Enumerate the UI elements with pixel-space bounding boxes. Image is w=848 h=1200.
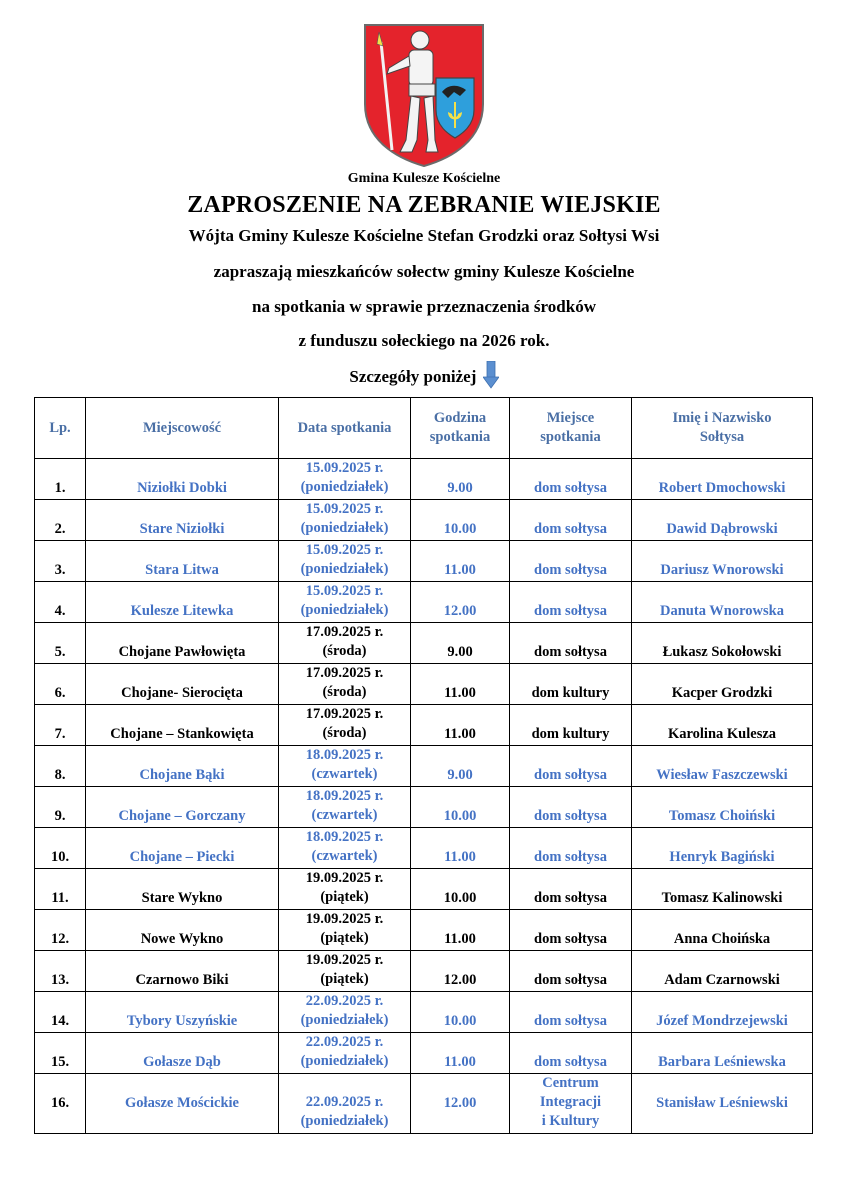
table-row [35,787,813,828]
row-place: Tybory Uszyńskie [86,992,279,1033]
row-lp: 6. [35,664,86,705]
row-time: 10.00 [411,992,510,1033]
row-lp: 9. [35,787,86,828]
row-place: Chojane- Sierocięta [86,664,279,705]
row-name: Henryk Bagiński [632,828,813,869]
row-name: Stanisław Leśniewski [632,1074,813,1134]
row-name: Adam Czarnowski [632,951,813,992]
row-lp: 3. [35,541,86,582]
row-lp: 12. [35,910,86,951]
row-time: 10.00 [411,787,510,828]
row-venue: dom sołtysa [510,910,632,951]
row-date: 22.09.2025 r. (poniedziałek) [279,1033,411,1074]
row-date: 17.09.2025 r. (środa) [279,664,411,705]
intro-line-4: z funduszu sołeckiego na 2026 rok. [298,331,550,350]
table-row [35,459,813,500]
row-time: 11.00 [411,664,510,705]
row-time: 9.00 [411,623,510,664]
table-row [35,992,813,1033]
municipality-name: Gmina Kulesze Kościelne [347,171,501,186]
header-name: Imię i Nazwisko Sołtysa [632,398,813,459]
row-date: 18.09.2025 r. (czwartek) [279,787,411,828]
row-lp: 7. [35,705,86,746]
row-time: 11.00 [411,828,510,869]
row-time: 12.00 [411,951,510,992]
details-label: Szczegóły poniżej [349,367,477,386]
table-row [35,664,813,705]
row-place: Stare Niziołki [86,500,279,541]
row-name: Robert Dmochowski [632,459,813,500]
table-row [35,500,813,541]
row-date: 22.09.2025 r. (poniedziałek) [279,992,411,1033]
row-place: Chojane – Gorczany [86,787,279,828]
row-place: Chojane – Piecki [86,828,279,869]
row-date: 19.09.2025 r. (piątek) [279,951,411,992]
table-header-row [35,398,813,459]
row-name: Dariusz Wnorowski [632,541,813,582]
row-lp: 8. [35,746,86,787]
row-place: Gołasze Dąb [86,1033,279,1074]
row-name: Tomasz Kalinowski [632,869,813,910]
row-time: 10.00 [411,869,510,910]
row-venue: dom kultury [510,664,632,705]
row-name: Dawid Dąbrowski [632,500,813,541]
table-row [35,1074,813,1134]
table-row [35,828,813,869]
row-date: 18.09.2025 r. (czwartek) [279,828,411,869]
row-time: 9.00 [411,459,510,500]
header-date: Data spotkania [279,398,411,459]
row-place: Niziołki Dobki [86,459,279,500]
coat-of-arms-icon [362,22,486,168]
document-title: ZAPROSZENIE NA ZEBRANIE WIEJSKIE [187,192,661,218]
row-date: 19.09.2025 r. (piątek) [279,869,411,910]
row-name: Anna Choińska [632,910,813,951]
table-row [35,541,813,582]
row-time: 10.00 [411,500,510,541]
row-venue: dom sołtysa [510,1033,632,1074]
table-row [35,1033,813,1074]
row-time: 12.00 [411,582,510,623]
table-row [35,869,813,910]
row-date: 15.09.2025 r. (poniedziałek) [279,459,411,500]
row-lp: 10. [35,828,86,869]
row-place: Kulesze Litewka [86,582,279,623]
row-venue: dom sołtysa [510,992,632,1033]
row-date: 15.09.2025 r. (poniedziałek) [279,582,411,623]
row-venue: dom sołtysa [510,869,632,910]
row-place: Nowe Wykno [86,910,279,951]
row-date: 18.09.2025 r. (czwartek) [279,746,411,787]
row-time: 11.00 [411,541,510,582]
row-venue: dom sołtysa [510,787,632,828]
row-name: Danuta Wnorowska [632,582,813,623]
row-time: 11.00 [411,910,510,951]
row-time: 11.00 [411,705,510,746]
row-place: Czarnowo Biki [86,951,279,992]
row-lp: 13. [35,951,86,992]
row-place: Stara Litwa [86,541,279,582]
table-row [35,910,813,951]
table-row [35,623,813,664]
details-below [0,367,848,389]
row-venue: dom sołtysa [510,459,632,500]
row-venue: dom sołtysa [510,746,632,787]
row-name: Wiesław Faszczewski [632,746,813,787]
intro-line-1: Wójta Gminy Kulesze Kościelne Stefan Grodzki oraz Sołtysi Wsi [188,226,660,245]
row-venue: dom sołtysa [510,500,632,541]
row-place: Chojane Bąki [86,746,279,787]
intro-line-2: zapraszają mieszkańców sołectw gminy Kulesze Kościelne [213,262,635,281]
row-venue: dom sołtysa [510,828,632,869]
table-row [35,705,813,746]
row-lp: 2. [35,500,86,541]
table-row [35,746,813,787]
row-name: Barbara Leśniewska [632,1033,813,1074]
row-place: Chojane – Stankowięta [86,705,279,746]
row-date: 22.09.2025 r. (poniedziałek) [279,1074,411,1134]
row-name: Kacper Grodzki [632,664,813,705]
row-date: 15.09.2025 r. (poniedziałek) [279,500,411,541]
arrow-down-icon [483,361,499,389]
row-lp: 5. [35,623,86,664]
row-lp: 15. [35,1033,86,1074]
table-row [35,582,813,623]
row-lp: 14. [35,992,86,1033]
row-lp: 1. [35,459,86,500]
row-date: 15.09.2025 r. (poniedziałek) [279,541,411,582]
row-time: 11.00 [411,1033,510,1074]
row-venue: dom sołtysa [510,582,632,623]
row-venue: dom sołtysa [510,951,632,992]
header-venue: Miejsce spotkania [510,398,632,459]
row-place: Chojane Pawłowięta [86,623,279,664]
header-lp: Lp. [35,398,86,459]
row-venue: dom kultury [510,705,632,746]
intro-line-3: na spotkania w sprawie przeznaczenia środków [252,297,596,316]
row-venue: dom sołtysa [510,541,632,582]
row-lp: 11. [35,869,86,910]
row-place: Stare Wykno [86,869,279,910]
row-time: 9.00 [411,746,510,787]
row-name: Łukasz Sokołowski [632,623,813,664]
row-date: 17.09.2025 r. (środa) [279,705,411,746]
header-time: Godzina spotkania [411,398,510,459]
row-name: Józef Mondrzejewski [632,992,813,1033]
row-lp: 16. [35,1074,86,1134]
row-date: 17.09.2025 r. (środa) [279,623,411,664]
row-date: 19.09.2025 r. (piątek) [279,910,411,951]
row-name: Tomasz Choiński [632,787,813,828]
table-row [35,951,813,992]
row-venue: dom sołtysa [510,623,632,664]
row-lp: 4. [35,582,86,623]
header-place: Miejscowość [86,398,279,459]
row-time: 12.00 [411,1074,510,1134]
row-place: Gołasze Mościckie [86,1074,279,1134]
row-name: Karolina Kulesza [632,705,813,746]
row-venue: Centrum Integracji i Kultury [510,1074,632,1134]
meetings-table [34,397,813,1134]
